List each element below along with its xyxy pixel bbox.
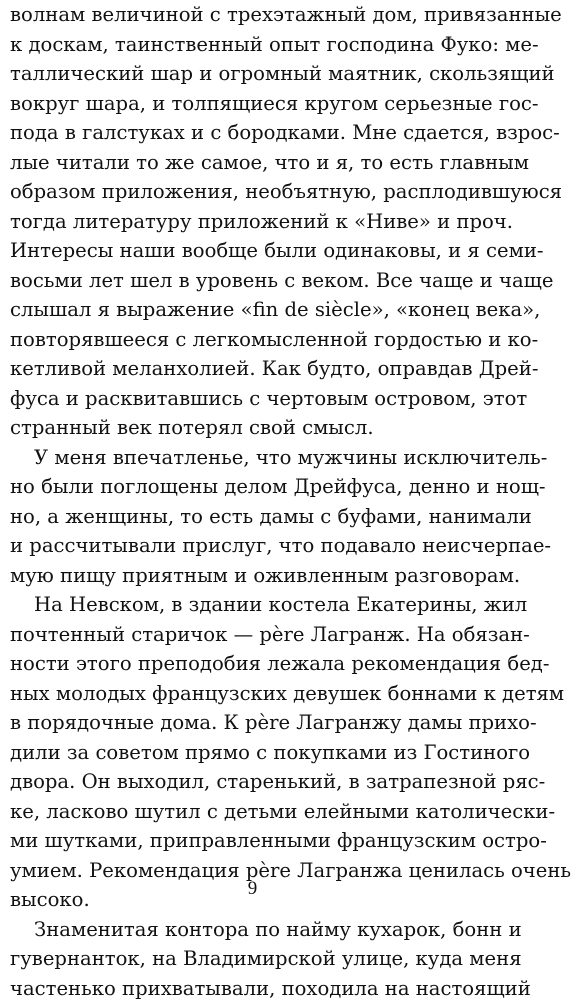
text-line: странный век потерял свой смысл. <box>10 413 498 443</box>
text-line: восьми лет шел в уровень с веком. Все чаще и чаще <box>10 266 498 296</box>
text-line: почтенный старичок — père Лагранж. На обязан- <box>10 620 498 650</box>
paragraph-3 <box>10 590 498 915</box>
text-line: волнам величиной с трехэтажный дом, привязанные <box>10 0 498 30</box>
text-line: тогда литературу приложений к «Ниве» и проч. <box>10 207 498 237</box>
text-line: умием. Рекомендация père Лагранжа ценилась очень <box>10 856 498 886</box>
text-line: пода в галстуках и с бородками. Мне сдается, взрос- <box>10 118 498 148</box>
text-line: лые читали то же самое, что и я, то есть главным <box>10 148 498 178</box>
paragraph-2 <box>10 443 498 591</box>
text-line: в порядочные дома. К père Лагранжу дамы прихо- <box>10 708 498 738</box>
page-number: 9 <box>0 877 505 901</box>
text-line: но были поглощены делом Дрейфуса, денно и нощ- <box>10 472 498 502</box>
paragraph-1 <box>10 0 498 443</box>
text-line: мую пищу приятным и оживленным разговорам. <box>10 561 498 591</box>
text-line: высоко. <box>10 885 498 915</box>
text-line: таллический шар и огромный маятник, скользящий <box>10 59 498 89</box>
text-line: и рассчитывали прислуг, что подавало неисчерпае- <box>10 531 498 561</box>
text-line: ке, ласково шутил с детьми елейными католически- <box>10 797 498 827</box>
text-line: дили за советом прямо с покупками из Гостиного <box>10 738 498 768</box>
text-line: фуса и расквитавшись с чертовым островом, этот <box>10 384 498 414</box>
text-line: ных молодых французских девушек боннами к детям <box>10 679 498 709</box>
text-line: У меня впечатленье, что мужчины исключитель- <box>10 443 498 473</box>
text-line: ности этого преподобия лежала рекомендация бед- <box>10 649 498 679</box>
text-line: гувернанток, на Владимирской улице, куда меня <box>10 944 498 974</box>
paragraph-4 <box>10 915 498 1003</box>
text-line: Интересы наши вообще были одинаковы, и я семи- <box>10 236 498 266</box>
text-line: образом приложения, необъятную, расплодившуюся <box>10 177 498 207</box>
text-line: вокруг шара, и толпящиеся кругом серьезные гос- <box>10 89 498 119</box>
text-line: ми шутками, приправленными французским остро- <box>10 826 498 856</box>
text-line: повторявшееся с легкомысленной гордостью и ко- <box>10 325 498 355</box>
text-line: но, а женщины, то есть дамы с буфами, нанимали <box>10 502 498 532</box>
text-line: двора. Он выходил, старенький, в затрапезной ряс- <box>10 767 498 797</box>
text-line: Знаменитая контора по найму кухарок, бонн и <box>10 915 498 945</box>
text-line: частенько прихватывали, походила на настоящий <box>10 974 498 1003</box>
text-line: На Невском, в здании костела Екатерины, жил <box>10 590 498 620</box>
text-line: слышал я выражение «fin de siècle», «конец века», <box>10 295 498 325</box>
text-line: кетливой меланхолией. Как будто, оправдав Дрей- <box>10 354 498 384</box>
text-line: к доскам, таинственный опыт господина Фуко: ме- <box>10 30 498 60</box>
body-text <box>10 0 498 1003</box>
